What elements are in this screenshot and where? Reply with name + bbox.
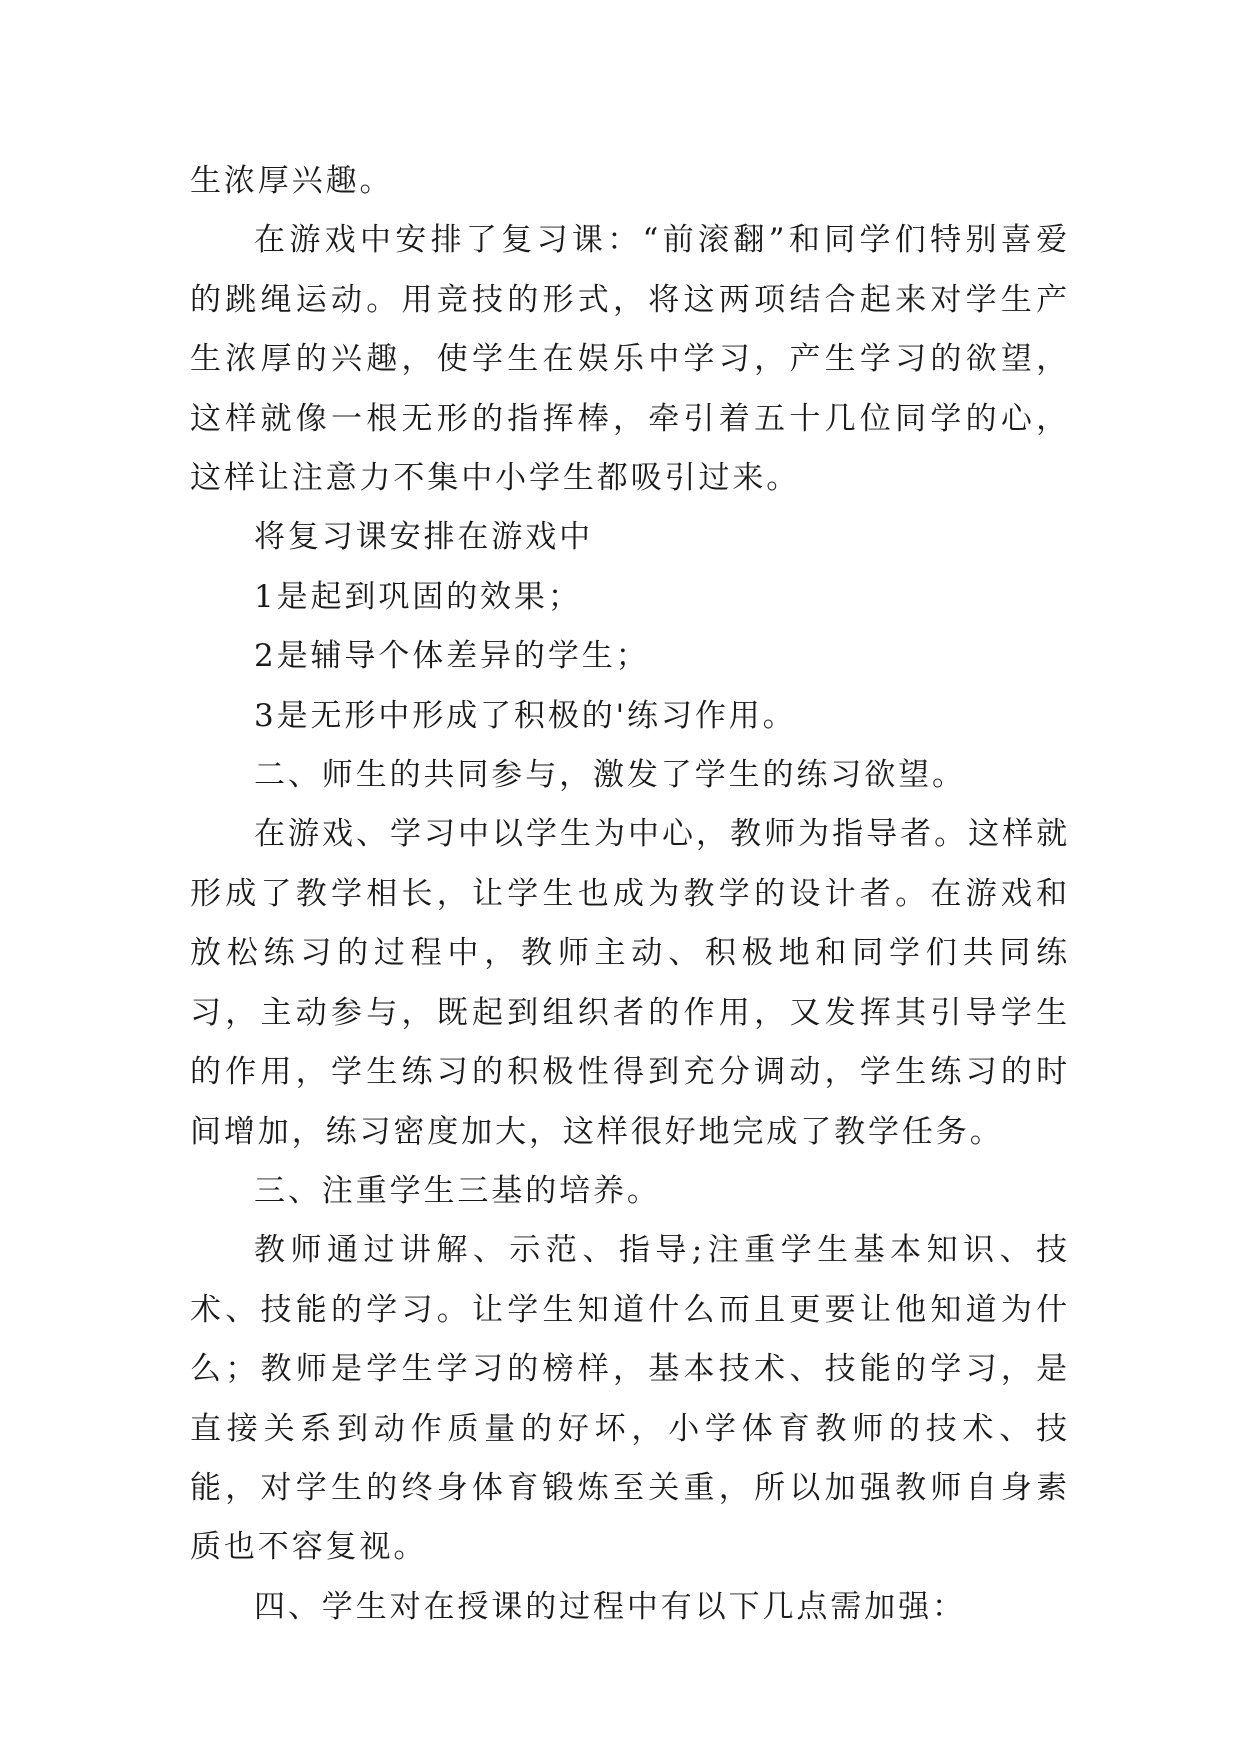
section-heading-2: 二、师生的共同参与，激发了学生的练习欲望。	[254, 757, 966, 794]
list-item-3: 3是无形中形成了积极的'练习作用。	[254, 697, 797, 734]
paragraph-teacher-student: 在游戏、学习中以学生为中心，教师为指导者。这样就形成了教学相长，让学生也成为教学的设计者。在游戏和放松练习的过程中，教师主动、积极地和同学们共同练习，主动参与，既起到组织者的作用，又发挥其引导学生的作用，学生练习的积极性得到充分调动，学生练习的时间增加，练习密度加大，这样很好地完成了教学任务。	[190, 816, 1070, 1150]
paragraph-review-heading: 将复习课安排在游戏中	[254, 519, 593, 556]
paragraph-review-lesson: 在游戏中安排了复习课：“前滚翻”和同学们特别喜爱的跳绳运动。用竞技的形式，将这两项结合起来对学生产生浓厚的兴趣，使学生在娱乐中学习，产生学习的欲望，这样就像一根无形的指挥棒，牵引着五十几位同学的心，这样让注意力不集中小学生都吸引过来。	[190, 222, 1070, 497]
list-item-1: 1是起到巩固的效果；	[254, 578, 582, 615]
list-item-2: 2是辅导个体差异的学生；	[254, 638, 650, 675]
section-heading-3: 三、注重学生三基的培养。	[254, 1172, 661, 1209]
section-heading-4: 四、学生对在授课的过程中有以下几点需加强：	[254, 1588, 966, 1625]
paragraph-three-basics: 教师通过讲解、示范、指导;注重学生基本知识、技术、技能的学习。让学生知道什么而且更要让他知道为什么；教师是学生学习的榜样，基本技术、技能的学习，是直接关系到动作质量的好坏，小学体育教师的技术、技能，对学生的终身体育锻炼至关重，所以加强教师自身素质也不容复视。	[190, 1232, 1070, 1566]
document-body	[190, 152, 1070, 1637]
paragraph-continuation: 生浓厚兴趣。	[190, 163, 394, 199]
